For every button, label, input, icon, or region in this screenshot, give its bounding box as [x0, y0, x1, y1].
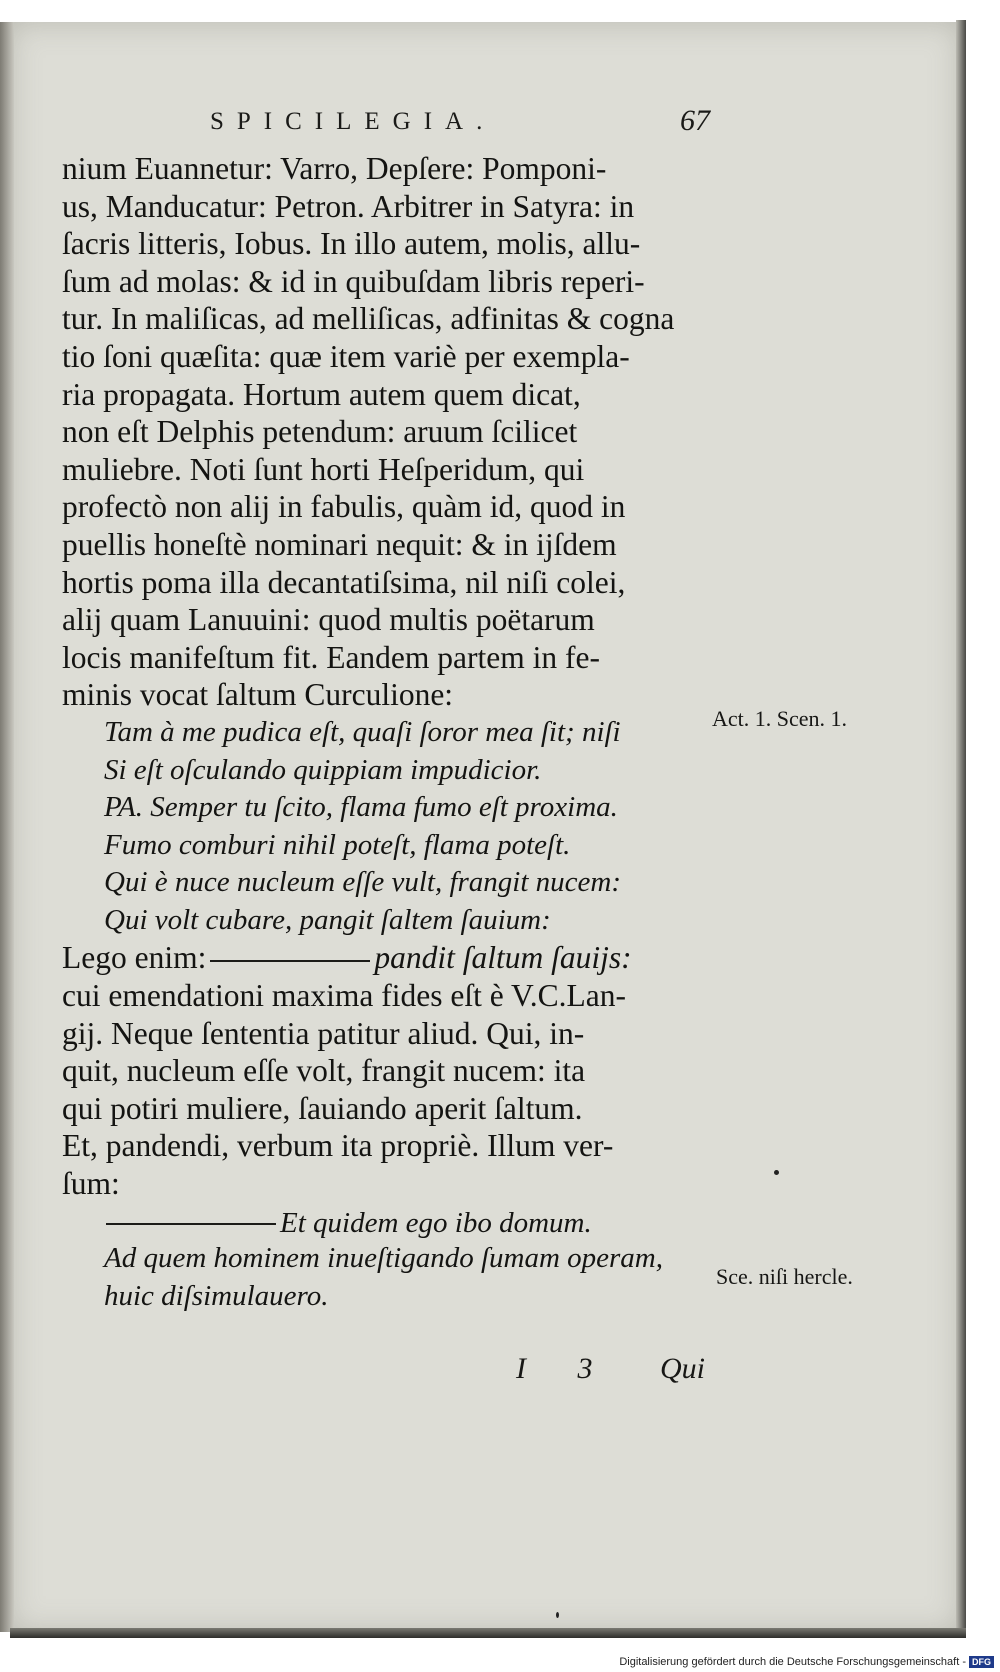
page-header [210, 104, 710, 148]
lego-quote: pandit ſaltum ſauijs: [374, 940, 632, 976]
text-line: hortis poma illa decantatiſsima, nil niſi colei, [62, 564, 626, 600]
text-line: locis manifeſtum fit. Eandem partem in fe- [62, 639, 600, 675]
text-line: tio ſoni quæſita: quæ item variè per exempla- [62, 338, 630, 374]
digitization-credit [619, 1656, 994, 1668]
text-line: ſacris litteris, Iobus. In illo autem, molis, allu- [62, 226, 641, 262]
text-line: minis vocat ſaltum Curculione: [62, 677, 454, 713]
signature-mark: I 3 [516, 1352, 615, 1385]
verse-line: Qui volt cubare, pangit ſaltem ſauium: [104, 903, 551, 936]
elision-dash [210, 960, 370, 962]
main-text [62, 150, 712, 1315]
text-line: ſum: [62, 1166, 120, 1202]
page-edge-right [956, 20, 966, 1632]
margin-note-act-scene: Act. 1. Scen. 1. [712, 706, 848, 731]
text-line: puellis honeſtè nominari nequit: & in ijſdem [62, 526, 617, 562]
verse-line: huic diſsimulauero. [104, 1279, 329, 1312]
text-line: Et, pandendi, verbum ita propriè. Illum ver- [62, 1128, 614, 1164]
page-edge-bottom [10, 1628, 966, 1638]
dfg-logo: DFG [969, 1656, 994, 1668]
text-line: nium Euannetur: Varro, Depſere: Pomponi- [62, 151, 607, 186]
quote-line [62, 1203, 712, 1241]
book-spine [0, 22, 14, 1632]
text-line: ſum ad molas: & id in quibuſdam libris reperi- [62, 263, 645, 299]
text-line: qui potiri muliere, ſauiando aperit ſaltum. [62, 1090, 583, 1126]
verse-line: Qui è nuce nucleum eſſe vult, frangit nucem: [104, 866, 622, 899]
verse-line: Si eſt oſculando quippiam impudicior. [104, 753, 542, 786]
lego-lead: Lego enim: [62, 940, 207, 976]
quote-text: Et quidem ego ibo domum. [280, 1206, 592, 1239]
text-line: tur. In maliſicas, ad melliſicas, adfinitas & cogna [62, 301, 675, 337]
text-line: cui emendationi maxima fides eſt è V.C.Lan- [62, 978, 626, 1014]
catchword: Qui [660, 1352, 705, 1385]
ink-speck [774, 1170, 779, 1175]
credit-text: Digitalisierung gefördert durch die Deutsche Forschungsgemeinschaft - [619, 1655, 966, 1668]
verse-line: Tam à me pudica eſt, quaſi ſoror mea ſit; niſi [104, 715, 621, 748]
running-head: SPICILEGIA. [210, 108, 496, 135]
text-line: alij quam Lanuuini: quod multis poëtarum [62, 602, 595, 638]
page-footer [510, 1352, 710, 1392]
verse-line: PA. Semper tu ſcito, flama fumo eſt proxima. [104, 791, 618, 824]
text-line: gij. Neque ſententia patitur aliud. Qui, in- [62, 1015, 585, 1051]
ink-speck [556, 1612, 559, 1618]
text-line: muliebre. Noti ſunt horti Heſperidum, qui [62, 451, 585, 487]
verse-line: Fumo comburi nihil poteſt, flama poteſt. [104, 828, 571, 861]
verse-line: Ad quem hominem inueſtigando ſumam operam, [104, 1242, 663, 1275]
margin-note-scene: Sce. niſi hercle. [716, 1264, 853, 1289]
text-line: ria propagata. Hortum autem quem dicat, [62, 376, 581, 412]
page-number: 67 [680, 104, 710, 137]
text-line: quit, nucleum eſſe volt, frangit nucem: ita [62, 1053, 586, 1089]
elision-dash [106, 1223, 276, 1225]
text-line: non eſt Delphis petendum: aruum ſcilicet [62, 414, 578, 450]
lego-line [62, 939, 712, 977]
text-line: us, Manducatur: Petron. Arbitrer in Satyra: in [62, 188, 635, 224]
text-line: profectò non alij in fabulis, quàm id, quod in [62, 489, 626, 525]
